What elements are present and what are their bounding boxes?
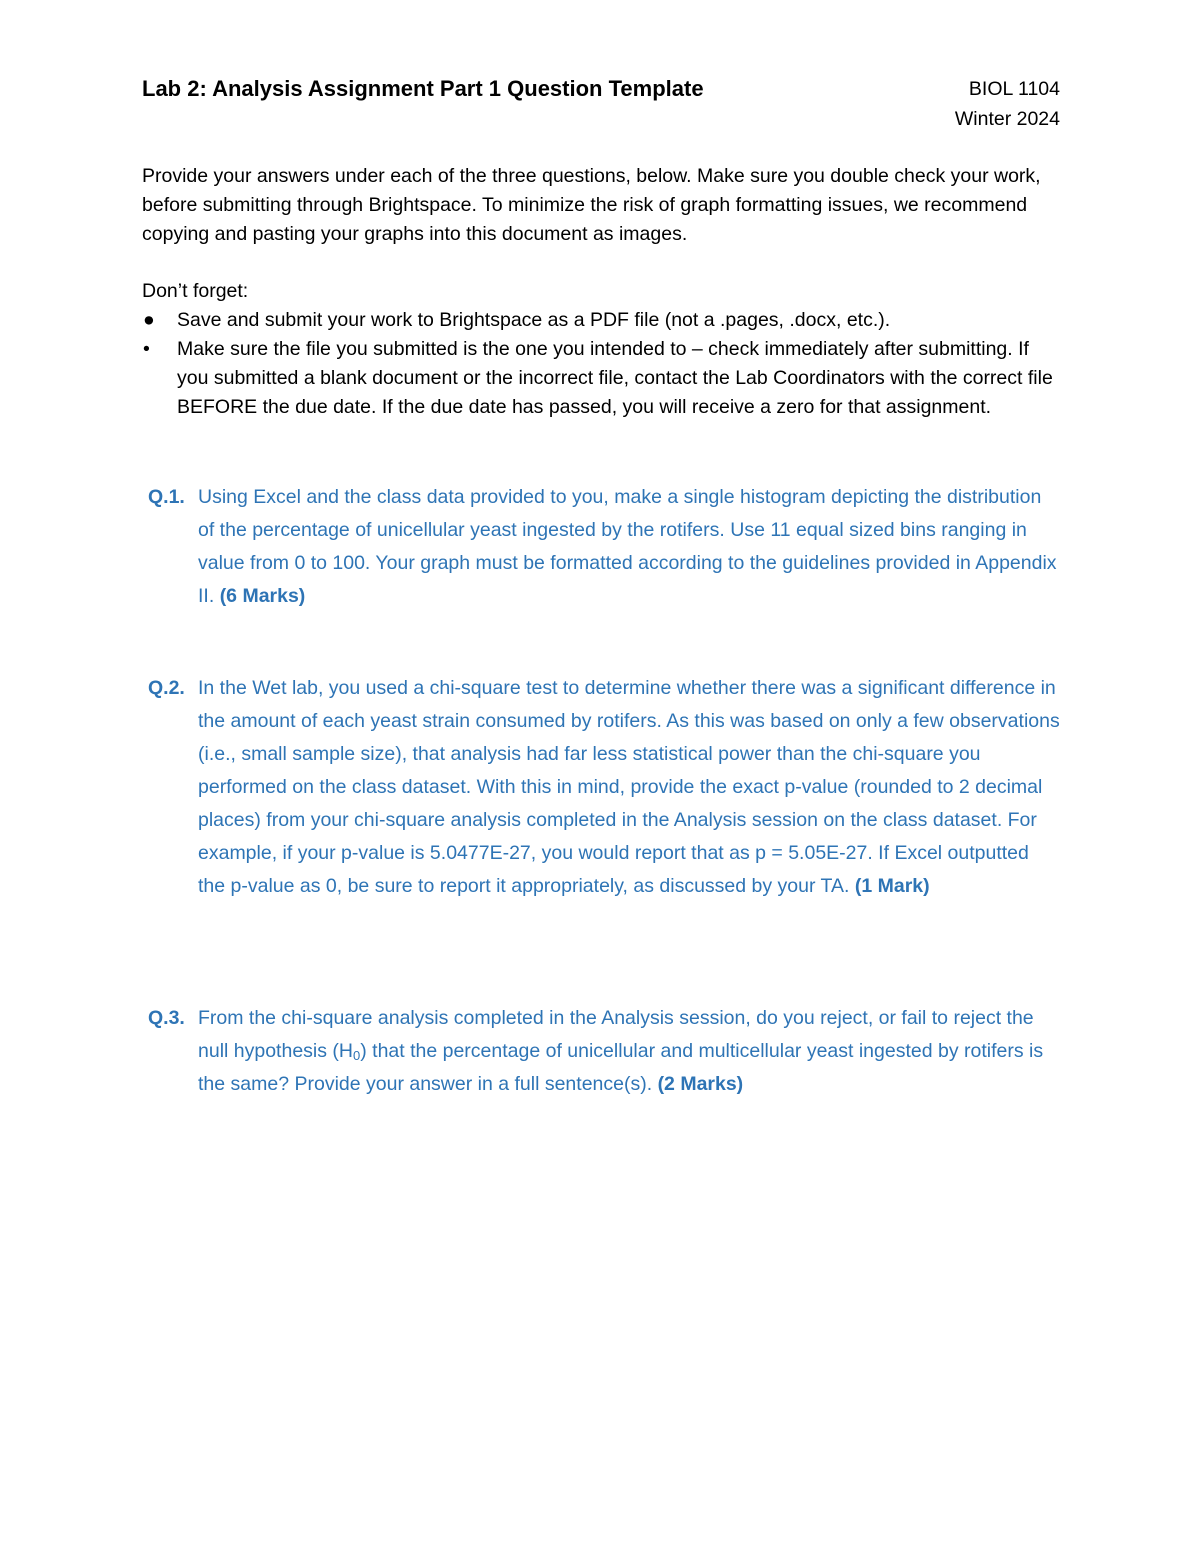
reminders-label: Don’t forget: xyxy=(142,280,249,302)
question-text xyxy=(198,672,1060,903)
question-body: In the Wet lab, you used a chi-square test to determine whether there was a significant difference in the amount of each yeast strain consumed by rotifers. As this was based on only a few observations (i.e., small sample size), that analysis had far less statistical power than the chi-square you performed on the class dataset. With this in mind, provide the exact p-value (rounded to 2 decimal places) from your chi-square analysis completed in the Analysis session on the class dataset. For example, if your p-value is 5.0477E-27, you would report that as p = 5.05E-27. If Excel outputted the p-value as 0, be sure to report it appropriately, as discussed by your TA. xyxy=(198,677,1060,897)
term: Winter 2024 xyxy=(954,108,1060,130)
question-marks: (2 Marks) xyxy=(657,1073,744,1095)
reminders-list xyxy=(142,306,1060,422)
document-header xyxy=(142,74,1060,130)
question-1 xyxy=(148,481,1060,613)
question-body-start: From the chi-square analysis completed in the Analysis session, do you reject, or fail to reject the null hypothesis (H xyxy=(198,1007,1034,1062)
course-info xyxy=(955,74,1060,134)
list-item xyxy=(142,335,1060,422)
question-2 xyxy=(148,672,1060,903)
question-text xyxy=(198,481,1060,613)
question-number: Q.3. xyxy=(148,1007,185,1029)
question-body: Using Excel and the class data provided to you, make a single histogram depicting the distribution of the percentage of unicellular yeast ingested by the rotifers. Use 11 equal sized bins ranging in value from 0 to 100. Your graph must be formatted according to the guidelines provided in Appendix II. xyxy=(198,486,1057,607)
question-text xyxy=(198,1002,1060,1101)
question-number: Q.1. xyxy=(148,486,185,508)
question-marks: (6 Marks) xyxy=(219,585,306,607)
list-item xyxy=(142,306,1060,335)
bullet-icon: ● xyxy=(143,309,155,331)
question-3 xyxy=(148,1002,1060,1101)
question-number: Q.2. xyxy=(148,677,185,699)
question-body-end: ) that the percentage of unicellular and multicellular yeast ingested by rotifers is the same? Provide your answer in a full sentence(s). xyxy=(198,1040,1044,1095)
document-title: Lab 2: Analysis Assignment Part 1 Question Template xyxy=(142,76,704,101)
course-code: BIOL 1104 xyxy=(968,78,1060,100)
intro-paragraph: Provide your answers under each of the three questions, below. Make sure you double check your work, before submitting through Brightspace. To minimize the risk of graph formatting issues, we recommend copying and pasting your graphs into this document as images. xyxy=(142,165,1041,245)
reminders-section xyxy=(142,277,1060,422)
subscript-zero: 0 xyxy=(353,1048,361,1063)
bullet-icon: • xyxy=(143,338,150,360)
list-item-text: Make sure the file you submitted is the one you intended to – check immediately after submitting. If you submitted a blank document or the incorrect file, contact the Lab Coordinators with the correct file BEFORE the due date. If the due date has passed, you will receive a zero for that assignment. xyxy=(177,338,1053,418)
question-marks: (1 Mark) xyxy=(854,875,930,897)
list-item-text: Save and submit your work to Brightspace as a PDF file (not a .pages, .docx, etc.). xyxy=(177,309,891,331)
